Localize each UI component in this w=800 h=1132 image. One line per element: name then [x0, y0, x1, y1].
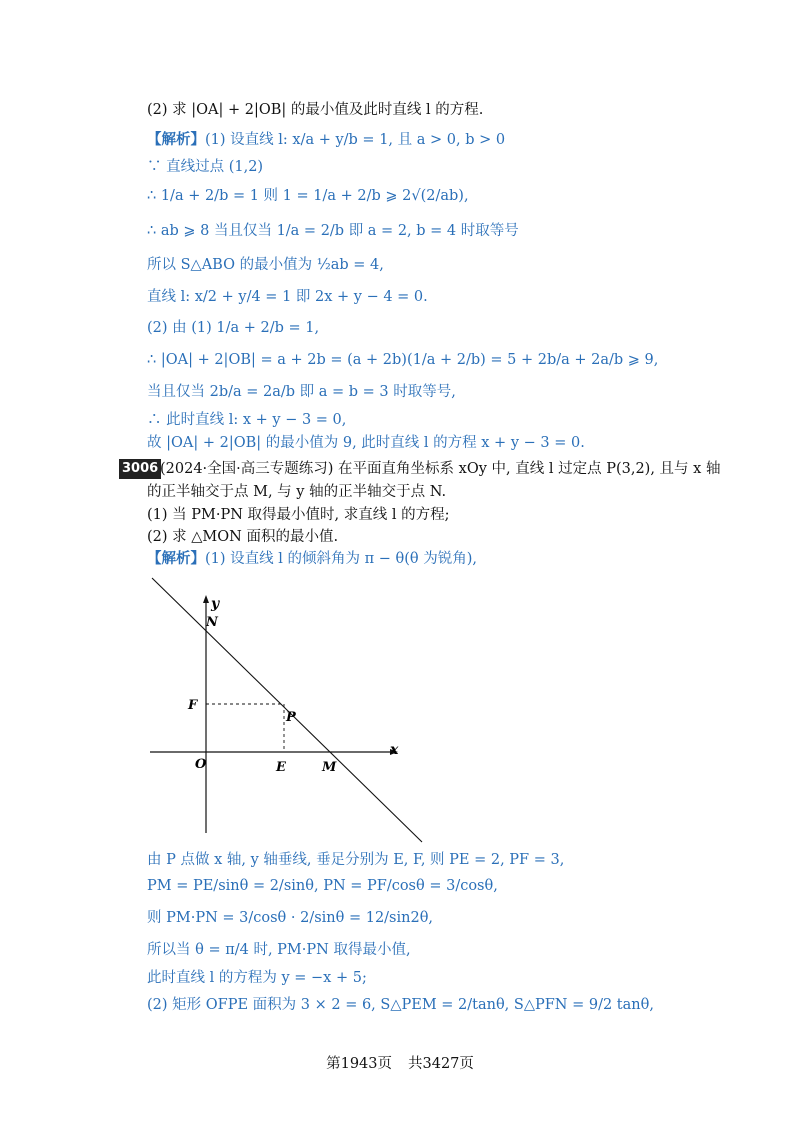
analysis-line-6: 直线 l: x/2 + y/4 = 1 即 2x + y − 4 = 0.	[147, 289, 428, 305]
label-E: E	[276, 760, 286, 775]
solution-line-5: 此时直线 l 的方程为 y = −x + 5;	[147, 970, 367, 986]
problem-number-badge: 3006	[119, 459, 161, 479]
solution-tag: 【解析】	[147, 550, 205, 567]
y-axis-arrow	[203, 595, 209, 603]
analysis-line-2: ∵ 直线过点 (1,2)	[147, 159, 264, 175]
solution-line-1: 由 P 点做 x 轴, y 轴垂线, 垂足分别为 E, F, 则 PE = 2, PF = 3,	[147, 852, 565, 868]
analysis-line-3: ∴ 1/a + 2/b = 1 则 1 = 1/a + 2/b ⩾ 2√(2/ab),	[147, 188, 469, 204]
solution-line-3: 则 PM·PN = 3/cosθ · 2/sinθ = 12/sin2θ,	[147, 910, 434, 926]
analysis-text: (1) 设直线 l: x/a + y/b = 1, 且 a > 0, b > 0	[205, 132, 506, 148]
label-M: M	[322, 760, 337, 775]
coordinate-figure	[140, 568, 440, 848]
solution-intro	[147, 549, 477, 569]
label-N: N	[206, 615, 218, 630]
analysis-line-5: 所以 S△ABO 的最小值为 ½ab = 4,	[147, 257, 384, 273]
label-y: y	[211, 596, 220, 612]
problem-q1: (1) 当 PM·PN 取得最小值时, 求直线 l 的方程;	[147, 507, 450, 523]
solution-line-2: PM = PE/sinθ = 2/sinθ, PN = PF/cosθ = 3/cosθ,	[147, 878, 498, 894]
label-O: O	[195, 757, 207, 772]
solution-line-6: (2) 矩形 OFPE 面积为 3 × 2 = 6, S△PEM = 2/tanθ, S△PFN = 9/2 tanθ,	[147, 997, 654, 1013]
solution-intro-text: (1) 设直线 l 的倾斜角为 π − θ(θ 为锐角),	[205, 551, 478, 567]
label-x: x	[390, 742, 399, 758]
analysis-line-8: ∴ |OA| + 2|OB| = a + 2b = (a + 2b)(1/a + 2/b) = 5 + 2b/a + 2a/b ⩾ 9,	[147, 352, 659, 368]
solution-line-4: 所以当 θ = π/4 时, PM·PN 取得最小值,	[147, 942, 411, 958]
label-F: F	[188, 698, 198, 713]
question-2-line: (2) 求 |OA| + 2|OB| 的最小值及此时直线 l 的方程.	[147, 102, 484, 118]
problem-line-1: (2024·全国·高三专题练习) 在平面直角坐标系 xOy 中, 直线 l 过定点 P(3,2), 且与 x 轴	[160, 461, 721, 477]
analysis-line-9: 当且仅当 2b/a = 2a/b 即 a = b = 3 时取等号,	[147, 384, 456, 400]
problem-q2: (2) 求 △MON 面积的最小值.	[147, 529, 339, 545]
label-P: P	[286, 710, 296, 725]
total-pages: 共3427页	[408, 1056, 474, 1072]
analysis-line-7: (2) 由 (1) 1/a + 2/b = 1,	[147, 320, 320, 336]
problem-line-2: 的正半轴交于点 M, 与 y 轴的正半轴交于点 N.	[147, 484, 447, 500]
analysis-line-4: ∴ ab ⩾ 8 当且仅当 1/a = 2/b 即 a = 2, b = 4 时取等号	[147, 223, 519, 239]
page-number: 第1943页	[326, 1056, 392, 1072]
analysis-tag: 【解析】	[147, 131, 205, 148]
analysis-line-10: ∴ 此时直线 l: x + y − 3 = 0,	[147, 412, 347, 428]
analysis-line-11: 故 |OA| + 2|OB| 的最小值为 9, 此时直线 l 的方程 x + y − 3 = 0.	[147, 435, 585, 451]
analysis-line-1	[147, 130, 505, 150]
page-footer	[0, 1052, 800, 1073]
